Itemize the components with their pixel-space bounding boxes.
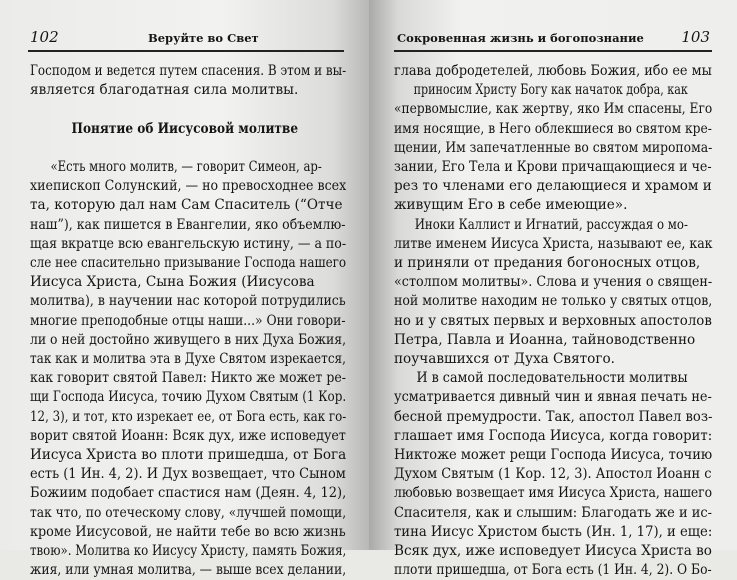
text-line: Никтоже может рещи Господа Иисуса, точию: [394, 447, 713, 464]
text-line: поучавшихся от Духа Святого.: [394, 351, 615, 368]
text-line: Духом Святым (1 Кор. 12, 3). Апостол Иоанн с: [394, 466, 712, 483]
text-line: Всяк дух, иже исповедует Иисуса Христа во: [394, 543, 712, 560]
text-line: так как и молитва эта в Духе Святом изрекается,: [30, 351, 346, 368]
text-line: [30, 100, 348, 119]
text-line: молитва), в научении нас которой потрудились: [30, 293, 346, 310]
text-line: Господом и ведется путем спасения. В этом и вы-: [30, 63, 347, 79]
text-line: ворит святой Иоанн: Всяк дух, иже исповедует: [30, 427, 346, 444]
text-line: глашает имя Господа Иисуса, когда говорит:: [394, 427, 713, 444]
text-line: хиепископ Солунский, — но превосходнее всех: [30, 178, 347, 195]
text-line: щении, Им запечатленные во святом миропома-: [394, 139, 713, 156]
text-line: Божиим подобает спастися нам (Деян. 4, 12),: [30, 485, 347, 502]
text-line: «Есть много молитв, — говорит Симеон, ар-: [50, 159, 322, 176]
text-line: плоти пришедша, от Бога есть (1 Ин. 4, 2). О Бо-: [394, 562, 712, 579]
text-line: «первомыслие, как жертву, яко Им спасены, Его: [394, 101, 713, 118]
text-line: так что, по отеческому слову, «лучшей помощи,: [30, 504, 347, 521]
text-line: бесной премудрости. Так, апостол Павел воз-: [394, 408, 713, 425]
page-number: 102: [30, 28, 59, 46]
text-line: литве именем Иисуса Христа, называют ее, как: [394, 235, 713, 252]
text-line: как говорит святой Павел: Никто же может ре-: [30, 370, 346, 387]
text-line: имя носящие, в Него облекшиеся во святом кре-: [394, 120, 712, 137]
text-line: Петра, Павла и Иоанна, тайноводственно: [394, 331, 696, 348]
running-title: Сокровенная жизнь и богопознание: [397, 31, 644, 45]
page-number: 103: [681, 28, 710, 46]
left-header: [30, 28, 340, 51]
text-line: усматривается дивный чин и явная печать не-: [394, 389, 712, 406]
text-line: живущим Его в себе имеющие».: [394, 197, 628, 214]
text-line: любовью возвещает имя Иисуса Христа, нашего: [394, 485, 713, 502]
text-line: тина Иисус Христом бысть (Ин. 1, 17), и еще:: [394, 523, 713, 540]
text-line: жия, или умная молитва, — выше всех делании,: [30, 562, 347, 579]
text-line: кроме Иисусовой, не найти тебе во всю жизнь: [30, 523, 346, 540]
text-line: Иноки Каллист и Игнатий, рассуждая о мо-: [414, 216, 688, 233]
text-line: щая вкратце всю евангельскую истину, — а по-: [30, 235, 347, 252]
left-page: [0, 0, 369, 579]
text-line: глава добродетелей, любовь Божия, ибо ее мы: [394, 63, 712, 79]
right-text: [394, 62, 714, 580]
header-rule: [394, 50, 712, 52]
text-line: наш”), как пишется в Евангелии, яко объемлю-: [30, 216, 346, 233]
text-line: ной молитве находим не только у святых отцов,: [394, 293, 713, 310]
text-line: И в самой последовательности молитвы: [416, 370, 688, 387]
text-line: твою». Молитва ко Иисусу Христу, память Божия,: [30, 543, 347, 560]
text-line: многие преподобные отцы наши...» Они говори-: [30, 312, 346, 329]
text-line: та, которую дал нам Сам Спаситель (“Отче: [30, 197, 343, 214]
text-line: и приняли от предания богоносных отцов,: [394, 255, 701, 272]
right-page: [369, 0, 737, 579]
right-header: [397, 28, 712, 51]
text-line: ли о ней достойно живущего в них Духа Божия,: [30, 331, 347, 348]
text-line: приносим Христу Богу как начаток добра, как: [413, 82, 688, 99]
header-rule: [28, 50, 344, 52]
text-line: [30, 139, 348, 158]
text-line: «столпом молитвы». Слова и учения о священ-: [394, 274, 713, 291]
text-line: Иисуса Христа во плоти пришедша, от Бога: [30, 447, 347, 464]
text-line: щи Господа Иисуса, точию Духом Святым (1 Кор.: [30, 389, 347, 406]
text-line: Понятие об Иисусовой молитве: [71, 120, 299, 137]
text-line: является благодатная сила молитвы.: [30, 82, 299, 99]
text-line: 12, 3), и тот, кто изрекает ее, от Бога есть, как го-: [30, 408, 347, 425]
text-line: зании, Его Тела и Крови причащающиеся и че-: [394, 159, 712, 176]
text-line: рез то членами его делающиеся и храмом и: [394, 178, 712, 195]
text-line: но и у святых первых и верховных апостолов: [394, 312, 712, 329]
running-title: Веруйте во Свет: [148, 31, 259, 45]
text-line: есть (1 Ин. 4, 2). И Дух возвещает, что Сыном: [30, 466, 346, 483]
text-line: сле нее спасительно призывание Господа нашего: [30, 255, 347, 272]
text-line: Иисуса Христа, Сына Божия (Иисусова: [30, 274, 315, 291]
text-line: Спасителя, как и слышим: Благодать же и ис-: [394, 504, 712, 521]
left-text: [30, 62, 348, 580]
